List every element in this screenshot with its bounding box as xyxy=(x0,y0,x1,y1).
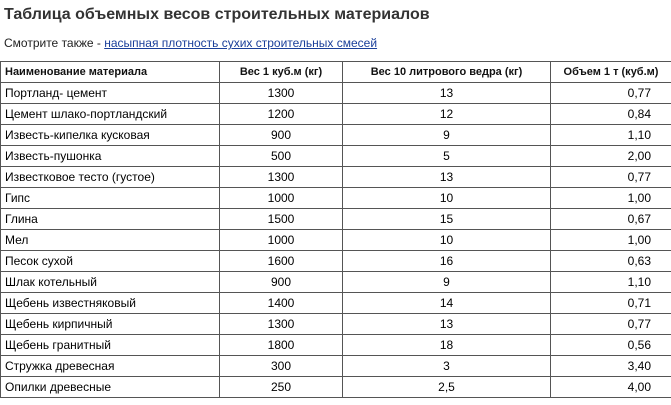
cell-material-name: Песок сухой xyxy=(1,251,220,272)
cell-volume-ton: 0,67 xyxy=(551,209,671,230)
table-header-row xyxy=(1,62,671,83)
cell-volume-ton: 4,00 xyxy=(551,377,671,398)
table-body xyxy=(1,83,671,398)
table-row xyxy=(1,314,671,335)
cell-material-name: Известь-пушонка xyxy=(1,146,220,167)
table-row xyxy=(1,125,671,146)
cell-volume-ton: 3,40 xyxy=(551,356,671,377)
cell-material-name: Мел xyxy=(1,230,220,251)
table-row xyxy=(1,272,671,293)
cell-weight-bucket: 15 xyxy=(343,209,551,230)
cell-weight-bucket: 13 xyxy=(343,314,551,335)
cell-material-name: Щебень известняковый xyxy=(1,293,220,314)
cell-weight-cubic-meter: 1400 xyxy=(220,293,343,314)
cell-volume-ton: 0,71 xyxy=(551,293,671,314)
cell-volume-ton: 0,63 xyxy=(551,251,671,272)
header-weight-per-bucket: Вес 10 литрового ведра (кг) xyxy=(343,62,551,83)
cell-volume-ton: 0,77 xyxy=(551,167,671,188)
table-row xyxy=(1,377,671,398)
table-row xyxy=(1,356,671,377)
cell-material-name: Глина xyxy=(1,209,220,230)
cell-weight-bucket: 9 xyxy=(343,125,551,146)
table-row xyxy=(1,335,671,356)
cell-weight-cubic-meter: 250 xyxy=(220,377,343,398)
cell-weight-bucket: 13 xyxy=(343,83,551,104)
cell-volume-ton: 1,00 xyxy=(551,188,671,209)
cell-weight-cubic-meter: 900 xyxy=(220,125,343,146)
cell-volume-ton: 0,84 xyxy=(551,104,671,125)
cell-weight-bucket: 9 xyxy=(343,272,551,293)
cell-material-name: Известковое тесто (густое) xyxy=(1,167,220,188)
cell-weight-cubic-meter: 1200 xyxy=(220,104,343,125)
cell-material-name: Гипс xyxy=(1,188,220,209)
materials-weight-table xyxy=(0,61,671,398)
table-row xyxy=(1,188,671,209)
table-row xyxy=(1,230,671,251)
cell-weight-bucket: 3 xyxy=(343,356,551,377)
cell-weight-bucket: 13 xyxy=(343,167,551,188)
cell-weight-bucket: 16 xyxy=(343,251,551,272)
cell-material-name: Щебень кирпичный xyxy=(1,314,220,335)
cell-weight-cubic-meter: 1600 xyxy=(220,251,343,272)
table-row xyxy=(1,146,671,167)
cell-weight-bucket: 14 xyxy=(343,293,551,314)
cell-weight-cubic-meter: 300 xyxy=(220,356,343,377)
cell-weight-cubic-meter: 1000 xyxy=(220,188,343,209)
cell-weight-bucket: 2,5 xyxy=(343,377,551,398)
see-also-prefix: Смотрите также - xyxy=(4,36,105,50)
cell-volume-ton: 1,10 xyxy=(551,272,671,293)
cell-material-name: Шлак котельный xyxy=(1,272,220,293)
see-also-line xyxy=(4,36,377,50)
materials-table-container xyxy=(0,61,671,398)
cell-weight-bucket: 18 xyxy=(343,335,551,356)
table-row xyxy=(1,104,671,125)
header-weight-per-cubic-meter: Вес 1 куб.м (кг) xyxy=(220,62,343,83)
header-volume-per-ton: Объем 1 т (куб.м) xyxy=(551,62,671,83)
cell-material-name: Портланд- цемент xyxy=(1,83,220,104)
cell-weight-bucket: 10 xyxy=(343,230,551,251)
cell-volume-ton: 1,00 xyxy=(551,230,671,251)
cell-weight-cubic-meter: 1000 xyxy=(220,230,343,251)
cell-volume-ton: 2,00 xyxy=(551,146,671,167)
cell-weight-cubic-meter: 1300 xyxy=(220,167,343,188)
cell-weight-cubic-meter: 900 xyxy=(220,272,343,293)
cell-material-name: Опилки древесные xyxy=(1,377,220,398)
cell-weight-cubic-meter: 500 xyxy=(220,146,343,167)
cell-weight-cubic-meter: 1300 xyxy=(220,83,343,104)
table-row xyxy=(1,83,671,104)
cell-weight-bucket: 10 xyxy=(343,188,551,209)
cell-weight-bucket: 5 xyxy=(343,146,551,167)
cell-material-name: Щебень гранитный xyxy=(1,335,220,356)
table-row xyxy=(1,209,671,230)
cell-weight-cubic-meter: 1800 xyxy=(220,335,343,356)
cell-weight-bucket: 12 xyxy=(343,104,551,125)
cell-material-name: Цемент шлако-портландский xyxy=(1,104,220,125)
page-title: Таблица объемных весов строительных материалов xyxy=(4,6,430,23)
header-material-name: Наименование материала xyxy=(1,62,220,83)
cell-weight-cubic-meter: 1500 xyxy=(220,209,343,230)
cell-volume-ton: 1,10 xyxy=(551,125,671,146)
table-row xyxy=(1,293,671,314)
cell-material-name: Известь-кипелка кусковая xyxy=(1,125,220,146)
table-row xyxy=(1,167,671,188)
see-also-link[interactable]: насыпная плотность сухих строительных смесей xyxy=(104,36,378,50)
cell-material-name: Стружка древесная xyxy=(1,356,220,377)
cell-volume-ton: 0,77 xyxy=(551,314,671,335)
table-row xyxy=(1,251,671,272)
cell-volume-ton: 0,77 xyxy=(551,83,671,104)
cell-weight-cubic-meter: 1300 xyxy=(220,314,343,335)
cell-volume-ton: 0,56 xyxy=(551,335,671,356)
